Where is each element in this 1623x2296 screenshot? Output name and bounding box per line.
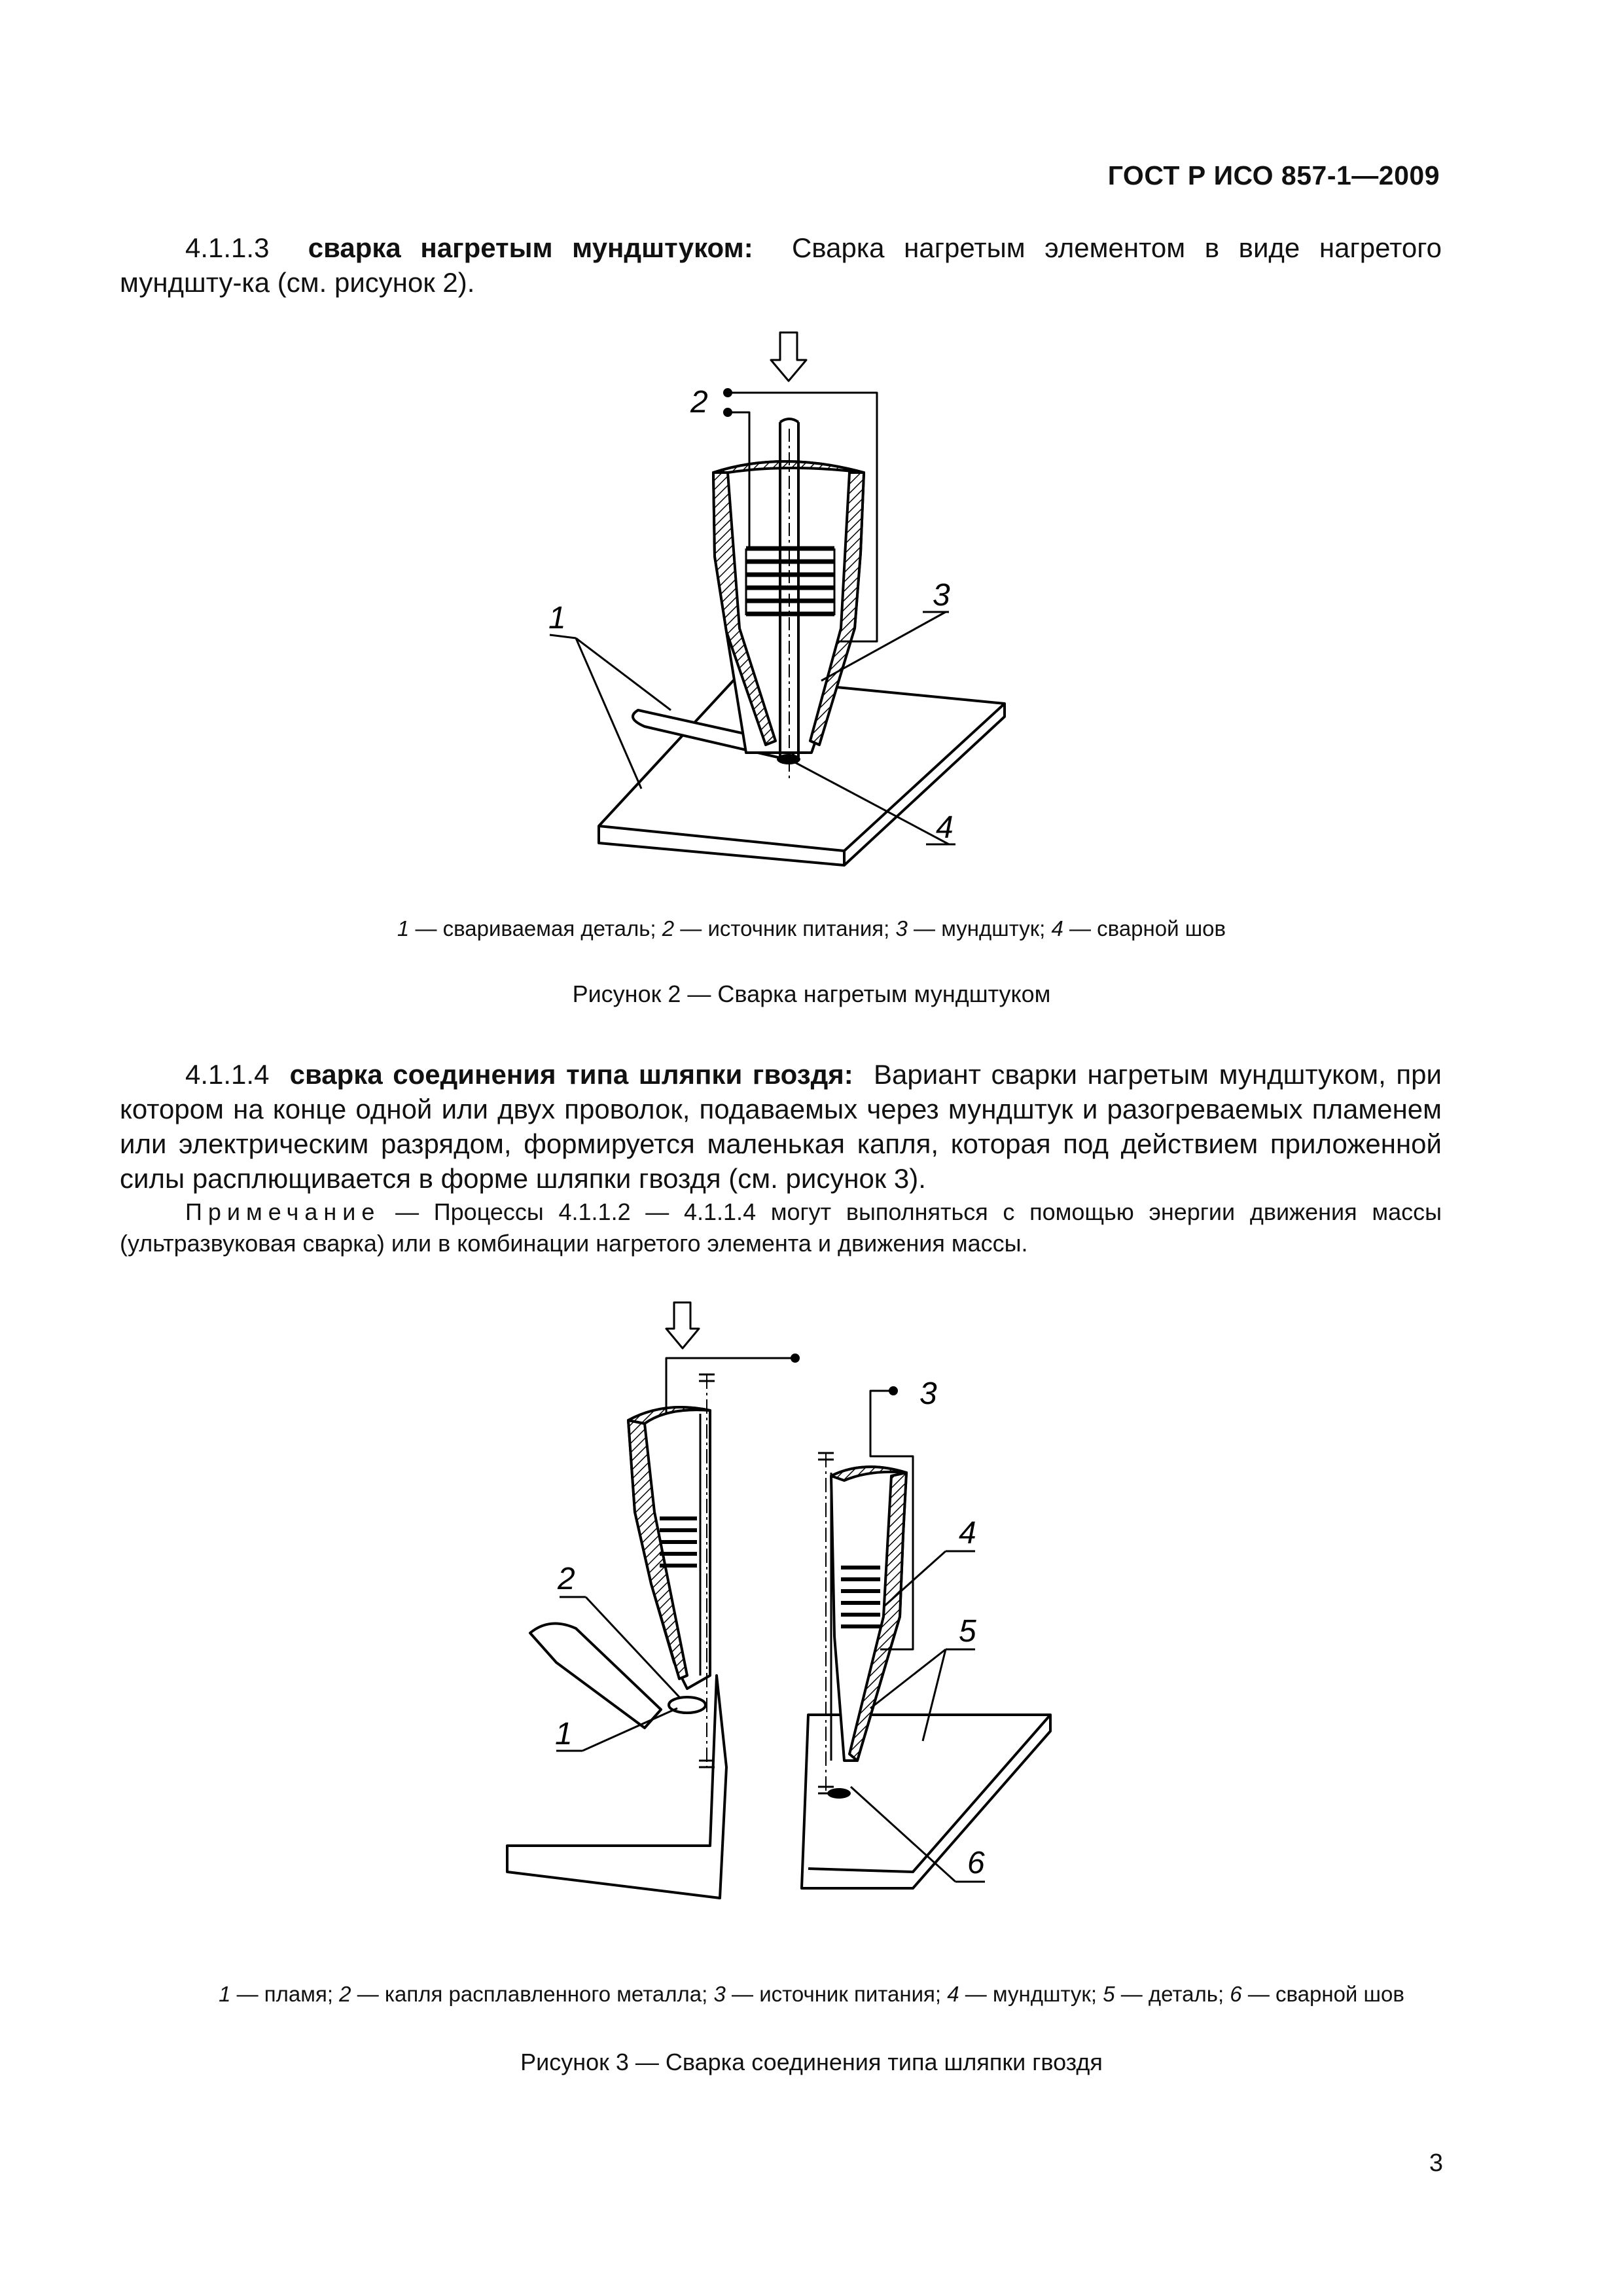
figure-2-legend xyxy=(0,916,1623,941)
fig3-label-5: 5 xyxy=(959,1614,976,1649)
legend-num: 2 xyxy=(662,916,675,941)
fig2-label-2: 2 xyxy=(690,385,708,420)
weld-seam xyxy=(827,1788,851,1799)
note-text: — Процессы 4.1.1.2 — 4.1.1.4 могут выполняться с помощью энергии движения массы (ультразвуковая сварка) или в комбинации нагретого элемента и движения массы. xyxy=(120,1198,1442,1257)
fig3-label-1: 1 xyxy=(555,1717,573,1751)
fig3-label-4: 4 xyxy=(959,1516,976,1551)
legend-text: — пламя; xyxy=(230,1982,340,2006)
note-label: Примечание xyxy=(185,1198,381,1225)
section-text: Вариант сварки нагретым мундштуком, при котором на конце одной или двух проволок, подаваемых через мундштук и разогреваемых пламенем или электрическим разрядом, формируется маленькая капля, которая под действием приложенной силы расплющивается в форме шляпки гвоздя (см. рисунок 3). xyxy=(120,1059,1442,1194)
flame-torch xyxy=(530,1623,661,1728)
figure-3-legend xyxy=(0,1982,1623,2007)
section-text: Сварка нагретым элементом в виде нагретого мундшту-ка (см. рисунок 2). xyxy=(120,232,1442,298)
legend-num: 2 xyxy=(339,1982,351,2006)
legend-text: — сварной шов xyxy=(1241,1982,1404,2006)
legend-num: 3 xyxy=(713,1982,726,2006)
section-4-1-1-4 xyxy=(120,1057,1442,1196)
figure-3-diagram xyxy=(0,1283,1623,1977)
fig2-label-1: 1 xyxy=(548,601,566,636)
section-number: 4.1.1.4 xyxy=(185,1059,270,1090)
legend-text: — сварной шов xyxy=(1063,916,1226,941)
document-header: ГОСТ Р ИСО 857-1—2009 xyxy=(1107,160,1440,190)
section-number: 4.1.1.3 xyxy=(185,232,270,263)
legend-num: 5 xyxy=(1103,1982,1115,2006)
figure-2-caption: Рисунок 2 — Сварка нагретым мундштуком xyxy=(572,980,1051,1007)
figure-2-diagram xyxy=(0,308,1623,884)
fig3-label-6: 6 xyxy=(967,1846,985,1880)
legend-num: 1 xyxy=(397,916,410,941)
legend-text: — мундштук; xyxy=(959,1982,1103,2006)
fig3-label-3: 3 xyxy=(919,1376,937,1411)
force-arrow xyxy=(666,1302,699,1348)
page-number: 3 xyxy=(1429,2149,1443,2177)
legend-text: — мундштук; xyxy=(907,916,1052,941)
force-arrow xyxy=(771,332,806,381)
legend-text: — деталь; xyxy=(1115,1982,1230,2006)
fig2-label-4: 4 xyxy=(936,810,954,845)
legend-num: 4 xyxy=(1051,916,1063,941)
legend-text: — свариваемая деталь; xyxy=(409,916,662,941)
legend-num: 3 xyxy=(895,916,908,941)
legend-text: — источник питания; xyxy=(725,1982,948,2006)
section-term: сварка нагретым мундштуком: xyxy=(308,232,753,263)
legend-num: 6 xyxy=(1230,1982,1242,2006)
figure-3-caption: Рисунок 3 — Сварка соединения типа шляпки гвоздя xyxy=(520,2049,1103,2075)
note xyxy=(120,1196,1442,1259)
legend-text: — капля расплавленного металла; xyxy=(351,1982,714,2006)
legend-text: — источник питания; xyxy=(674,916,896,941)
legend-num: 1 xyxy=(219,1982,231,2006)
legend-num: 4 xyxy=(947,1982,959,2006)
section-4-1-1-3 xyxy=(120,230,1442,300)
section-term: сварка соединения типа шляпки гвоздя: xyxy=(289,1059,853,1090)
fig3-label-2: 2 xyxy=(558,1562,575,1596)
fig2-label-3: 3 xyxy=(933,578,950,613)
weld-seam xyxy=(777,754,800,764)
